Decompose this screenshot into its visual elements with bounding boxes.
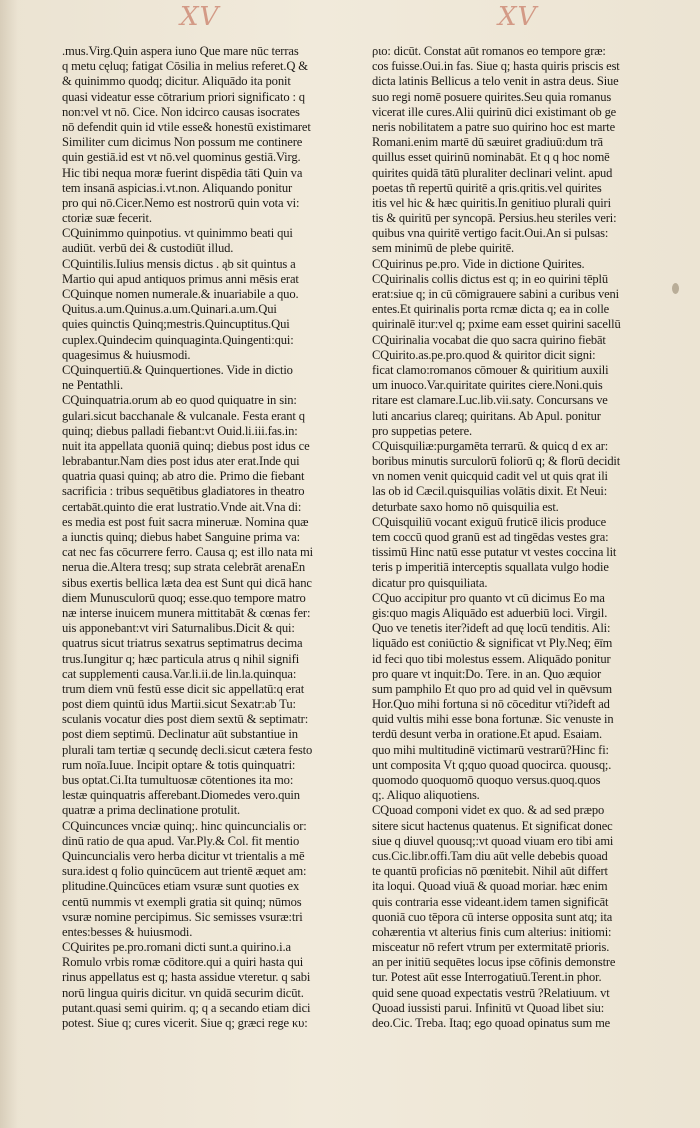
text-line: tem insanā aspicias.i.vt.non. Aliquando ponitur [62, 180, 293, 195]
text-line: Romani.enim martē dū sæuiret gradiuū:dum trā [372, 135, 603, 150]
text-line: quinq; diebus palladi fiebant:vt Ouid.li.iii.fas.in: [62, 423, 298, 438]
text-line: quis contraria esse videant.idem tamen significāt [372, 894, 609, 909]
text-line: CQuinimmo quinpotius. vt quinimmo beati qui [62, 226, 293, 241]
text-line: boribus minutis surculorū foliorū q; & florū decidit [372, 454, 621, 469]
text-line: quatrus sicut triatrus sexatrus septimatrus decima [62, 636, 303, 651]
text-line: pro qui nō.Cicer.Nemo est nostrorū quin vota vi: [62, 195, 300, 210]
text-line: entes.Et quirinalis porta rcmæ dicta q; ea in colle [372, 302, 610, 317]
left-text-column [62, 44, 358, 1031]
text-line: quatræ a prima declinatione protulit. [62, 803, 241, 818]
text-line: vn nomen venit quicquid cadit vel ut quis qrat ili [372, 469, 608, 484]
text-line: a iunctis quinq; diebus habet Sanguine prima va: [62, 530, 300, 544]
text-line: CQuirito.as.pe.pro.quod & quiritor dicit signi: [372, 347, 596, 362]
text-line: liquādo est coniūctio & significat vt Ply.Neq; ēīm [372, 636, 613, 651]
text-line: quo mihi multitudinē victimarū vestrarū?Hinc fi: [372, 742, 609, 757]
text-line: CQuinquatria.orum ab eo quod quiquatre in sin: [62, 393, 297, 408]
text-line: audiūt. verbū dei & custodiūt illud. [62, 241, 234, 256]
text-line: entes:besses & huiusmodi. [62, 924, 193, 939]
text-line: deturbate saxo homo nō quisquilia est. [372, 499, 559, 514]
text-line: poetas tñ repertū quiritē a qris.qritis.vel quirites [372, 180, 602, 195]
text-line: uis apponebant:vt viri Saturnalibus.Dicit & qui: [62, 621, 295, 636]
text-line: neris nobilitatem a patre suo quirino hoc est marte [372, 119, 615, 134]
text-line: .mus.Virg.Quin aspera iuno Que mare nūc terras [62, 44, 299, 58]
text-line: Quoad iussisti parui. Infinitū vt Quoad libet siu: [372, 1000, 605, 1015]
text-line: CQuirinalis collis dictus est q; in eo quirini tēplū [372, 271, 608, 286]
text-line: dicta latinis Bellicus a telo venit in astra deus. Siue [372, 74, 619, 89]
text-line: siue q diuvel quousq;:vt quoad viuam ero tibi ami [372, 833, 614, 848]
text-line: norū lingua quiris dicitur. vn quidā securim dicūt. [62, 985, 304, 1000]
text-line: næ interse inuicem munera mittitabāt & cœnas fer: [62, 605, 311, 620]
text-line: bus optat.Ci.Ita tumultuosæ cōtentiones ita mo: [62, 773, 294, 787]
text-line: non:vel vt nō. Cice. Non idcirco causas isocrates [62, 104, 300, 119]
text-line: sitere sicut hactenus quatenus. Et significat donec [372, 818, 613, 833]
text-line: terdū desunt verba in oratione.Et apud. Esaiam. [372, 727, 603, 742]
text-line: Hor.Quo mihi fortuna si nō cōceditur vti?ideft ad [372, 697, 610, 712]
text-line: quin gestiā.id est vt nō.vel quominus gestiā.Virg. [62, 150, 301, 165]
text-line: CQuinquertiū.& Quinquertiones. Vide in dictio [62, 362, 293, 377]
text-line: CQuo accipitur pro quanto vt cū dicimus Eo ma [372, 590, 605, 605]
text-line: las ob id Cæcil.quisquilias volātis dixit. Et Neui: [372, 484, 608, 499]
folio-number-left: XV [180, 2, 220, 32]
text-line: an per initiū sequētes locus ipse cōfinis demonstre [372, 955, 616, 970]
text-line: ριο: dicūt. Constat aūt romanos eo tempore græ: [372, 44, 606, 58]
text-line: um inuoco.Var.quiritate quirites ciere.Noni.quis [372, 378, 603, 393]
text-line: Romulo vrbis romæ cōditore.qui a quiri hasta qui [62, 955, 304, 970]
text-line: unt composita Vt q;quo quoad quocirca. quousq;. [372, 757, 612, 772]
text-line: CQuintilis.Iulius mensis dictus . ąb sit quintus a [62, 256, 296, 271]
text-line: ficat clamo:romanos cōmouer & quiritium auxili [372, 362, 609, 377]
text-line: cus.Cic.libr.offi.Tam diu aūt velle debebis quoad [372, 848, 608, 863]
text-line: tissimū Hinc natū esse putatur vt vestes coccina lit [372, 545, 617, 560]
text-line: plurali tam tertiæ q secundę decli.sicut cætera festo [62, 742, 313, 757]
gutter-shadow [0, 0, 18, 1128]
paper-blemish [672, 283, 679, 294]
text-line: quirites quidā tātū pluraliter declinari velint. apud [372, 165, 613, 180]
text-line: ita loqui. Quoad viuā & quoad moriar. hæc enim [372, 879, 608, 894]
text-line: id feci quo tibi molestus essem. Aliquādo ponitur [372, 651, 611, 666]
text-line: cat nec fas cōcurrere ferro. Causa q; est illo nata mi [62, 545, 314, 560]
text-line: Hic tibi nequa moræ fuerint dispēdia tāti Quin va [62, 165, 303, 180]
text-line: itis vel hic & hæc quiritis.In genitiuo plurali quiri [372, 195, 611, 210]
text-line: post diem quintū idus Martii.sicut Sexatr:ab Tu: [62, 697, 296, 712]
text-line: nuit ita appellata quoniā quinq; diebus post idus ce [62, 438, 310, 453]
text-line: te quantū proficias nō pœnitebit. Nihil aūt differt [372, 864, 608, 879]
text-line: Quincuncialis vero herba dicitur vt trientalis a mē [62, 848, 305, 863]
text-line: trus.Iungitur q; hæc particula atrus q nihil signifi [62, 651, 300, 666]
text-line: sum pamphilo Et quo pro ad quid vel in quēvsum [372, 681, 612, 696]
text-line: CQuisquiliæ:purgamēta terrarū. & quicq d ex ar: [372, 438, 609, 453]
text-line: quagesimus & huiusmodi. [62, 347, 191, 362]
text-line: plitudine.Quincūces etiam vsuræ sunt quoties ex [62, 879, 300, 894]
text-line: & quinimmo quodq; dicitur. Aliquādo ita ponit [62, 74, 291, 89]
text-line: Quitus.a.um.Quinus.a.um.Quinari.a.um.Qui [62, 302, 277, 317]
text-line: rinus appellatus est q; hasta assidue vteretur. q sabi [62, 970, 311, 985]
text-line: quomodo quoquomō quoquo versus.quoq.quos [372, 773, 601, 787]
text-line: cohærentia vt alterius finis cum alterius: initiomi: [372, 924, 612, 939]
text-line: Quo ve tenetis iter?ideft ad quę locū tenditis. Ali: [372, 621, 611, 636]
text-line: deo.Cic. Treba. Itaq; ego quoad opinatus sum me [372, 1016, 611, 1030]
text-line: quirinalē itur:vel q; pxime eam esset quirini sacellū [372, 317, 621, 332]
text-line: dinū ratio de qua apud. Var.Ply.& Col. fit mentio [62, 833, 300, 848]
text-line: suo regi nomē posuere quirites.Seu quia romanus [372, 89, 612, 104]
text-line: nerua die.Altera tresq; sup strata celebrāt arenaEn [62, 560, 306, 575]
text-line: pro suppetias petere. [372, 423, 472, 438]
text-line: sacrificia : tribus sequētibus gladiatores in theatro [62, 484, 305, 499]
text-line: quatria quasi quinq; ab atro die. Primo die fiebant [62, 469, 305, 484]
text-line: gulari.sicut bacchanale & vulcanale. Festa erant q [62, 408, 305, 423]
text-line: tem coccū quod granū est ad tingēdas vestes gra: [372, 530, 609, 544]
text-line: sem minimū de plebe quiritē. [372, 241, 514, 256]
text-line: ctoriæ suæ fecerit. [62, 211, 152, 226]
text-line: trum diem vnū festū esse dicit sic appellatū:q erat [62, 681, 305, 696]
text-line: tur. Potest aūt esse Interrogatiuū.Terent.in phor. [372, 970, 602, 985]
text-line: nō defendit quin id vtile esse& honestū existimaret [62, 119, 311, 134]
text-line: ne Pentathli. [62, 378, 124, 393]
text-line: Martio qui apud antiquos primus anni mēsis erat [62, 271, 299, 286]
text-line: cos fuisse.Oui.in fas. Siue q; hasta quiris priscis est [372, 59, 620, 74]
text-line: tis & quiritū per syncopā. Persius.heu steriles veri: [372, 211, 617, 226]
right-text-column [372, 44, 666, 1031]
text-line: quid vultis mihi esse bona fortunæ. Sic venuste in [372, 712, 614, 727]
text-line: CQuoad componi videt ex quo. & ad sed præpo [372, 803, 605, 818]
text-line: CQuisquiliū vocant exiguū fruticē ilicis produce [372, 514, 607, 529]
text-line: putant.quasi semi quirim. q; q a secando etiam dici [62, 1000, 311, 1015]
text-line: teris p imperitiā interceptis squallata vulgo hodie [372, 560, 609, 575]
text-line: sculanis vocatur dies post diem sextū & septimatr: [62, 712, 309, 727]
text-line: sibus exertis bellica læta dea est Sunt qui dicā hanc [62, 575, 312, 590]
text-line: quibus vna quiritē vertigo facit.Oui.An si pulsas: [372, 226, 609, 241]
text-line: luti ancarius clareq; quiritans. Ab Apul. ponitur [372, 408, 601, 423]
text-line: CQuinque nomen numerale.& inuariabile a quo. [62, 287, 299, 301]
text-line: diem Munusculorū quoq; esse.quo tempore matro [62, 590, 306, 605]
text-line: q metu cęluq; fatigat Cōsilia in melius referet.Q & [62, 59, 308, 74]
text-line: lestæ quinquatris afferebant.Diomedes vero.quin [62, 788, 300, 803]
text-line: centū nummis vt exempli gratia sit quinq; nūmos [62, 894, 302, 909]
text-line: post diem septimū. Declinatur aūt substantiue in [62, 727, 298, 742]
text-line: vicerat ille cures.Alii quirinū dici existimant ob ge [372, 104, 617, 119]
text-line: misceatur nō refert vtrum per extermitatē prioris. [372, 940, 610, 955]
text-line: potest. Siue q; cures vicerit. Siue q; græci rege κυ: [62, 1016, 308, 1030]
text-line: CQuincunces vnciæ quinq;. hinc quincuncialis or: [62, 818, 307, 833]
text-line: cat supplementi causa.Var.li.ii.de lin.la.quinqua: [62, 666, 297, 681]
text-line: vsuræ nomine percipimus. Sic semisses vsuræ:tri [62, 909, 303, 924]
text-line: es media est post fuit sacra mineruæ. Nomina quæ [62, 514, 309, 529]
text-line: quasi videatur esse cōtrarium priori significato : q [62, 89, 305, 104]
text-line: lebrabantur.Nam dies post idus ater erat.Inde qui [62, 454, 300, 469]
text-line: CQuirites pe.pro.romani dicti sunt.a quirino.i.a [62, 940, 291, 955]
text-line: sura.idest q folio quincūcem aut trientē æquet am: [62, 864, 307, 879]
text-line: quoniā cuo tēpora cū interse opposita sunt atq; ita [372, 909, 613, 924]
text-line: CQuirinalia vocabat die quo sacra quirino fiebāt [372, 332, 606, 347]
text-line: cuplex.Quindecim quinquaginta.Quingenti:qui: [62, 332, 294, 347]
text-line: dicatur pro quisquiliata. [372, 575, 488, 590]
text-line: pro quare vt inquit:Do. Tere. in an. Quo æquior [372, 666, 601, 681]
folio-number-right: XV [498, 2, 538, 32]
text-line: q;. Aliquo aliquotiens. [372, 788, 480, 803]
text-line: Similiter cum dicimus Non possum me continere [62, 135, 303, 150]
text-line: ritare est clamare.Luc.lib.vii.saty. Concursans ve [372, 393, 608, 408]
text-line: quid sene quoad expectatis vestrū ?Relatiuum. vt [372, 985, 610, 1000]
text-line: quies quinctis Quinq;mestris.Quincuptitus.Qui [62, 317, 290, 332]
text-line: gis:quo magis Aliquādo est aduerbiū loci. Virgil. [372, 605, 608, 620]
text-line: CQuirinus pe.pro. Vide in dictione Quirites. [372, 256, 585, 271]
text-line: quillus esset quirinū nominabāt. Et q q hoc nomē [372, 150, 610, 165]
text-line: erat:siue q; in cū cōmigrauere sabini a curibus veni [372, 287, 619, 301]
text-line: rum noīa.Iuue. Incipit optare & totis quinquatri: [62, 757, 296, 772]
text-line: certabāt.quinto die erat lustratio.Vnde ait.Vna di: [62, 499, 302, 514]
